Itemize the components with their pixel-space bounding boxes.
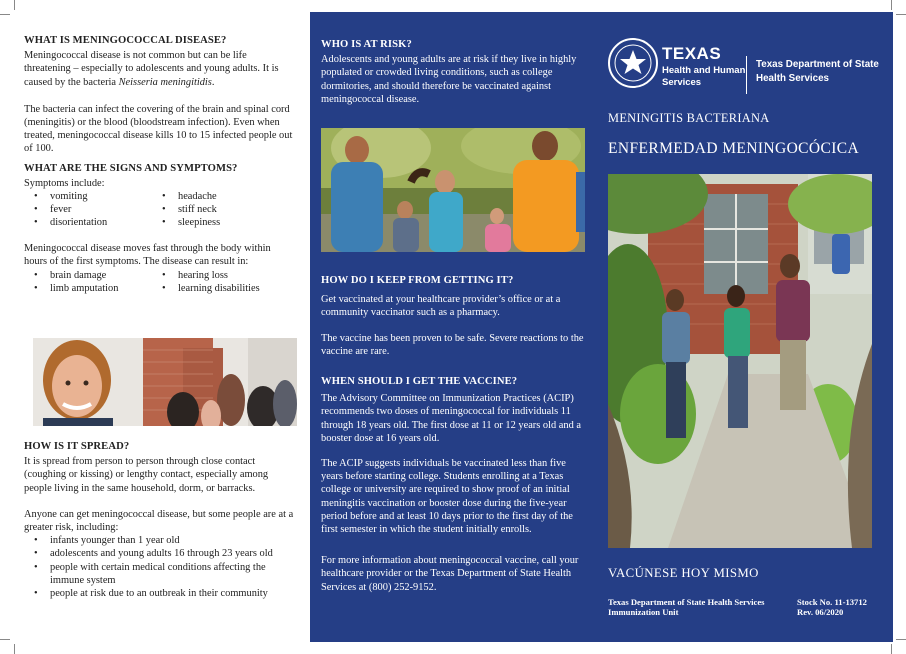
list-item: • stiff neck — [162, 203, 296, 216]
campus-photo-graphic — [608, 174, 872, 548]
bacteria-paragraph: The bacteria can infect the covering of the brain and spinal cord (meningitis) or the blood (bloodstream infection). Even when treated, meningococcal disease kills 10 to 15 infected people out of 100. — [24, 103, 293, 155]
when-vaccine-paragraph-2: The ACIP suggests individuals be vaccinated less than five years before starting college. Students enrolling at a Texas college or university are required to show proof of an initial meningitis vaccination or booster dose during the five-year period before and at least 10 days prior to the first day of the first semester in which the student initially enrolls. — [321, 458, 573, 536]
crop-mark — [0, 639, 10, 640]
logo-divider — [746, 56, 747, 94]
crop-mark — [14, 644, 15, 654]
left-panel — [24, 34, 296, 295]
list-item: • brain damage — [34, 269, 162, 282]
list-item: • learning disabilities — [162, 282, 296, 295]
call-to-action: VACÚNESE HOY MISMO — [608, 566, 759, 580]
texas-seal-icon — [608, 38, 658, 88]
left-panel-lower — [24, 440, 296, 600]
prevention-paragraph-1: Get vaccinated at your healthcare provider’s office or at a community vaccinator such as a pharmacy. — [321, 294, 561, 319]
who-at-risk-paragraph: Adolescents and young adults are at risk if they live in highly populated or crowded living conditions, such as college dormitories, and should therefore be vaccinated against meningococcal disease. — [321, 54, 577, 105]
list-item: • infants younger than 1 year old — [34, 534, 296, 547]
crop-mark — [14, 0, 15, 10]
when-vaccine-paragraph-1: The Advisory Committee on Immunization Practices (ACIP) recommends two doses of meningococcal for individuals 11 through 18 years old. The first dose at 11 or 12 years old and a booster dose at 16 years old. — [321, 393, 581, 444]
risk-intro-paragraph: Anyone can get meningococcal disease, but some people are at a greater risk, including: — [24, 508, 294, 534]
logo-hhs-line-2: Services — [662, 77, 702, 88]
list-item: • people with certain medical conditions affecting the immune system — [34, 561, 296, 587]
symptoms-list — [24, 190, 296, 230]
crop-mark — [896, 14, 906, 15]
middle-panel — [310, 12, 595, 642]
crop-mark — [891, 644, 892, 654]
students-photo-small — [33, 338, 297, 426]
logo-texas-word: TEXAS — [662, 44, 722, 63]
list-item: • disorientation — [34, 216, 162, 229]
brochure-subtitle: MENINGITIS BACTERIANA — [608, 111, 770, 125]
texas-hhs-logo — [608, 38, 658, 88]
prevention-paragraph-2: The vaccine has been proven to be safe. Severe reactions to the vaccine are rare. — [321, 332, 584, 357]
footer-org-line-1: Texas Department of State Health Services — [608, 597, 765, 607]
list-item: • fever — [34, 203, 162, 216]
list-item: • vomiting — [34, 190, 162, 203]
bacteria-name: Neisseria meningitidis — [118, 76, 212, 88]
list-item: • hearing loss — [162, 269, 296, 282]
campus-photo — [608, 174, 872, 548]
crop-mark — [896, 639, 906, 640]
disease-progress-paragraph: Meningococcal disease moves fast through the body within hours of the first symptoms. The disease can result in: — [24, 242, 271, 267]
what-is-paragraph — [24, 49, 296, 89]
stock-number: Stock No. 11-13712 — [797, 597, 867, 607]
list-item: • adolescents and young adults 16 through 23 years old — [34, 547, 296, 560]
list-item: • sleepiness — [162, 216, 296, 229]
crop-mark — [891, 0, 892, 10]
risk-list — [24, 534, 296, 600]
runners-photo — [321, 128, 585, 252]
spread-paragraph: It is spread from person to person through close contact (coughing or kissing) or lengthy contact, especially among people living in the same household, dorm, or barracks. — [24, 456, 269, 494]
what-is-text-end: . — [211, 76, 215, 88]
footer-org-line-2: Immunization Unit — [608, 607, 679, 617]
brochure-title: ENFERMEDAD MENINGOCÓCICA — [608, 140, 860, 157]
heading-symptoms: WHAT ARE THE SIGNS AND SYMPTOMS? — [24, 162, 238, 174]
logo-hhs-line-1: Health and Human — [662, 65, 746, 76]
revision-date: Rev. 06/2020 — [797, 607, 844, 617]
logo-dshs-line-2: Health Services — [756, 73, 829, 84]
students-photo-small-graphic — [33, 338, 297, 426]
heading-what-is: WHAT IS MENINGOCOCCAL DISEASE? — [24, 35, 227, 46]
what-is-text: Meningococcal disease is not common but can be life threatening – especially to adolescents and young adults. It is caused by the bacteria — [24, 50, 279, 88]
heading-who-at-risk: WHO IS AT RISK? — [321, 39, 412, 50]
symptoms-intro: Symptoms include: — [24, 177, 105, 189]
results-list — [24, 269, 296, 295]
right-panel — [595, 12, 893, 642]
list-item: • headache — [162, 190, 296, 203]
more-info-paragraph: For more information about meningococcal vaccine, call your healthcare provider or the Texas Department of State Health Services at (800) 252-9152. — [321, 555, 579, 593]
list-item: • limb amputation — [34, 282, 162, 295]
runners-photo-graphic — [321, 128, 585, 252]
heading-prevention: HOW DO I KEEP FROM GETTING IT? — [321, 275, 514, 286]
crop-mark — [0, 14, 10, 15]
heading-when-vaccine: WHEN SHOULD I GET THE VACCINE? — [321, 376, 518, 388]
list-item: • people at risk due to an outbreak in their community — [34, 587, 296, 600]
heading-spread: HOW IS IT SPREAD? — [24, 441, 130, 452]
logo-dshs-line-1: Texas Department of State — [756, 59, 879, 70]
